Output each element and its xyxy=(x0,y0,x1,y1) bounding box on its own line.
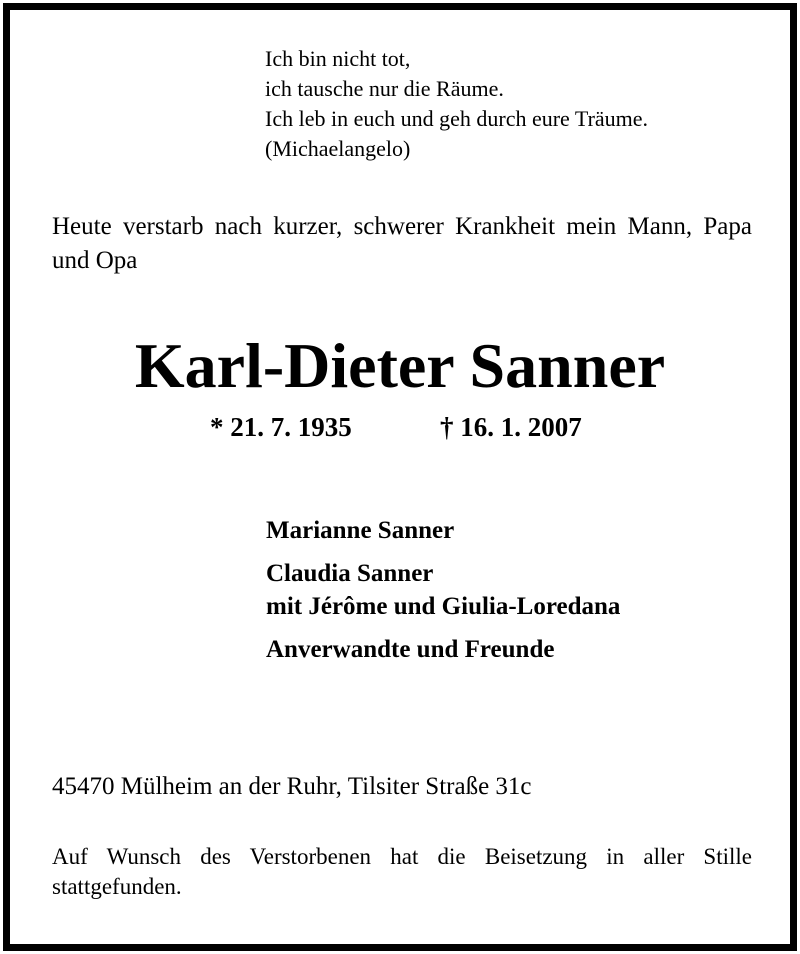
poem-quote xyxy=(265,44,648,164)
poem-line: Ich bin nicht tot, xyxy=(265,46,411,71)
mourner-group xyxy=(266,633,620,666)
poem-line: Ich leb in euch und geh durch eure Träume. xyxy=(265,106,649,131)
mourner-line: Marianne Sanner xyxy=(266,517,455,544)
mourner-group xyxy=(266,514,620,547)
burial-note: Auf Wunsch des Verstorbenen hat die Beisetzung in aller Stille stattgefunden. xyxy=(52,844,752,899)
mourner-line: mit Jérôme und Giulia-Loredana xyxy=(266,593,621,620)
deceased-name: Karl-Dieter Sanner xyxy=(134,330,666,401)
address: 45470 Mülheim an der Ruhr, Tilsiter Straße 31c xyxy=(52,773,532,800)
poem-line: ich tausche nur die Räume. xyxy=(265,76,504,101)
birth-date: * 21. 7. 1935 xyxy=(210,412,352,442)
intro-text: Heute verstarb nach kurzer, schwerer Krankheit mein Mann, Papa und Opa xyxy=(52,213,752,274)
poem-attribution: (Michaelangelo) xyxy=(265,136,411,161)
death-date: † 16. 1. 2007 xyxy=(440,412,582,442)
mourner-line: Anverwandte und Freunde xyxy=(266,636,555,663)
mourners-list xyxy=(266,514,620,676)
mourner-group xyxy=(266,557,620,623)
mourner-line: Claudia Sanner xyxy=(266,560,434,587)
